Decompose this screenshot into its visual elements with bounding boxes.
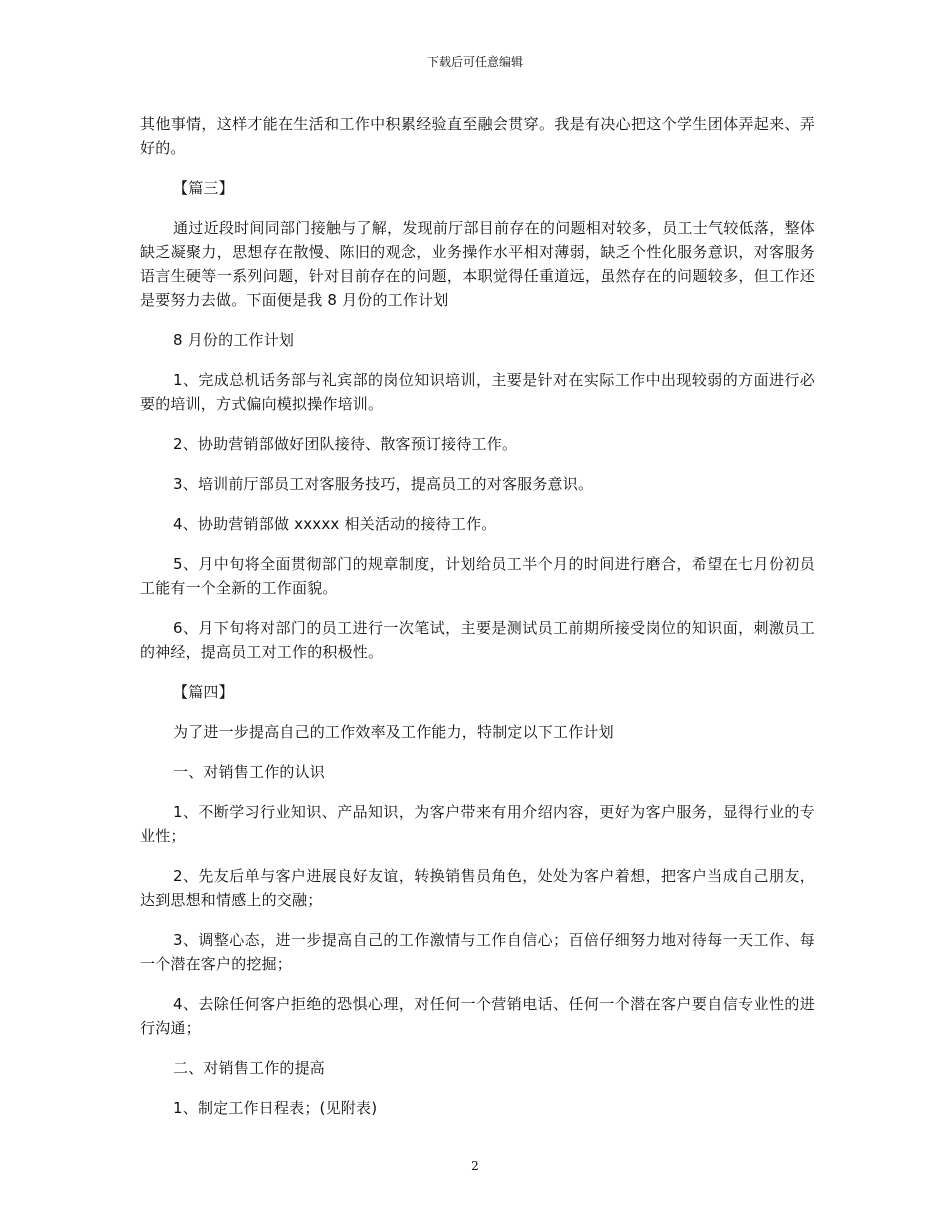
document-body — [140, 112, 815, 1136]
paragraph: 通过近段时间同部门接触与了解，发现前厅部目前存在的问题相对较多，员工士气较低落，整体缺乏凝聚力，思想存在散慢、陈旧的观念，业务操作水平相对薄弱，缺乏个性化服务意识，对客服务语言生硬等一系列问题，针对目前存在的问题，本职觉得任重道远，虽然存在的问题较多，但工作还是要努力去做。下面便是我 8 月份的工作计划 — [140, 219, 815, 309]
list-item: 1、完成总机话务部与礼宾部的岗位知识培训，主要是针对在实际工作中出现较弱的方面进行必要的培训，方式偏向模拟操作培训。 — [140, 371, 815, 413]
subheading: 8 月份的工作计划 — [173, 331, 295, 349]
page-header: 下载后可任意编辑 — [426, 55, 523, 69]
paragraph: 其他事情，这样才能在生活和工作中积累经验直至融会贯穿。我是有决心把这个学生团体弄起来、弄好的。 — [140, 115, 815, 157]
list-item: 3、调整心态，进一步提高自己的工作激情与工作自信心；百倍仔细努力地对待每一天工作、每一个潜在客户的挖掘； — [140, 931, 815, 973]
list-item: 1、制定工作日程表；(见附表) — [173, 1099, 378, 1117]
list-item: 2、先友后单与客户进展良好友谊，转换销售员角色，处处为客户着想，把客户当成自己朋友，达到思想和情感上的交融； — [140, 867, 815, 909]
list-item: 6、月下旬将对部门的员工进行一次笔试，主要是测试员工前期所接受岗位的知识面，刺激员工的神经，提高员工对工作的积极性。 — [140, 619, 815, 661]
list-item: 5、月中旬将全面贯彻部门的规章制度，计划给员工半个月的时间进行磨合，希望在七月份初员工能有一个全新的工作面貌。 — [140, 555, 815, 597]
list-item: 4、去除任何客户拒绝的恐惧心理，对任何一个营销电话、任何一个潜在客户要自信专业性的进行沟通； — [140, 995, 815, 1037]
page-number: 2 — [471, 1159, 479, 1173]
section-heading: 【篇四】 — [173, 683, 234, 701]
list-item: 4、协助营销部做 xxxxx 相关活动的接待工作。 — [173, 515, 497, 533]
list-item: 2、协助营销部做好团队接待、散客预订接待工作。 — [173, 435, 518, 453]
subheading: 一、对销售工作的认识 — [173, 763, 326, 781]
subheading: 二、对销售工作的提高 — [173, 1059, 326, 1077]
section-heading: 【篇三】 — [173, 179, 234, 197]
list-item: 1、不断学习行业知识、产品知识，为客户带来有用介绍内容，更好为客户服务，显得行业的专业性； — [140, 803, 815, 845]
paragraph: 为了进一步提高自己的工作效率及工作能力，特制定以下工作计划 — [173, 723, 614, 741]
list-item: 3、培训前厅部员工对客服务技巧，提高员工的对客服务意识。 — [173, 475, 594, 493]
